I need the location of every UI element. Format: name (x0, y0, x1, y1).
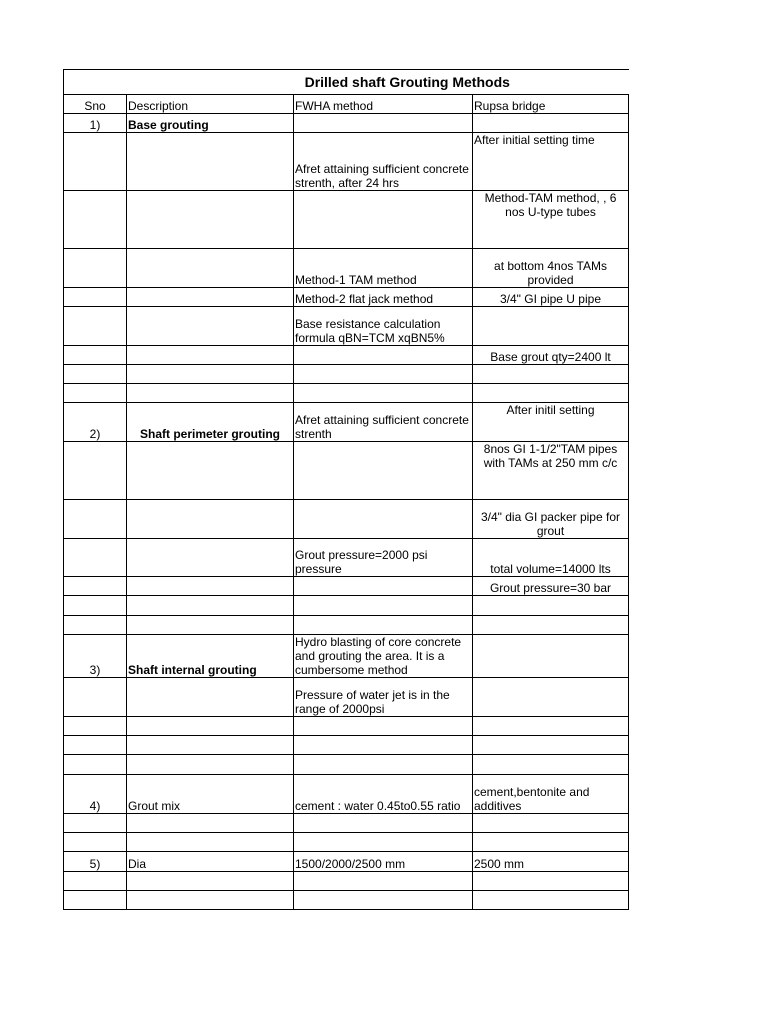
fwha-method-cell: Grout pressure=2000 psi pressure (294, 539, 473, 577)
sno-cell (64, 717, 127, 736)
table-row (64, 775, 629, 814)
fwha-method-cell: Base resistance calculation formula qBN=TCM xqBN5% (294, 307, 473, 346)
sno-cell (64, 755, 127, 775)
table-row (64, 384, 629, 403)
rupsa-bridge-cell: Method-TAM method, , 6 nos U-type tubes (473, 191, 629, 249)
header-rupsa-bridge: Rupsa bridge (473, 95, 629, 114)
rupsa-bridge-cell (473, 616, 629, 635)
fwha-method-cell (294, 736, 473, 755)
sno-cell (64, 288, 127, 307)
sno-cell (64, 596, 127, 616)
table-row (64, 114, 629, 133)
header-row (64, 95, 629, 114)
sno-cell: 2) (64, 403, 127, 442)
description-cell: Shaft perimeter grouting (127, 403, 294, 442)
fwha-method-cell (294, 814, 473, 833)
description-cell: Dia (127, 852, 294, 872)
table-row (64, 133, 629, 191)
fwha-method-cell (294, 891, 473, 910)
table-row (64, 678, 629, 717)
rupsa-bridge-cell: After initil setting (473, 403, 629, 442)
sno-cell: 3) (64, 635, 127, 678)
sno-cell (64, 346, 127, 365)
description-cell (127, 736, 294, 755)
fwha-method-cell (294, 114, 473, 133)
header-sno: Sno (64, 95, 127, 114)
table-row (64, 852, 629, 872)
description-cell (127, 307, 294, 346)
rupsa-bridge-cell: cement,bentonite and additives (473, 775, 629, 814)
table-row (64, 346, 629, 365)
fwha-method-cell (294, 442, 473, 500)
table-row (64, 736, 629, 755)
rupsa-bridge-cell (473, 755, 629, 775)
title-row (64, 70, 629, 95)
description-cell (127, 891, 294, 910)
sno-cell (64, 678, 127, 717)
table-row (64, 191, 629, 249)
fwha-method-cell: Method-1 TAM method (294, 249, 473, 288)
fwha-method-cell (294, 365, 473, 384)
fwha-method-cell (294, 833, 473, 852)
description-cell (127, 678, 294, 717)
header-description: Description (127, 95, 294, 114)
table-row (64, 872, 629, 891)
fwha-method-cell: cement : water 0.45to0.55 ratio (294, 775, 473, 814)
table-row (64, 814, 629, 833)
table-row (64, 403, 629, 442)
fwha-method-cell (294, 500, 473, 539)
sno-cell (64, 307, 127, 346)
description-cell (127, 288, 294, 307)
fwha-method-cell (294, 596, 473, 616)
description-cell (127, 616, 294, 635)
sno-cell: 4) (64, 775, 127, 814)
table-row (64, 307, 629, 346)
rupsa-bridge-cell (473, 814, 629, 833)
description-cell (127, 500, 294, 539)
rupsa-bridge-cell (473, 736, 629, 755)
description-cell (127, 596, 294, 616)
description-cell (127, 191, 294, 249)
fwha-method-cell: Pressure of water jet is in the range of 2000psi (294, 678, 473, 717)
description-cell (127, 442, 294, 500)
description-cell (127, 717, 294, 736)
rupsa-bridge-cell: total volume=14000 lts (473, 539, 629, 577)
sno-cell (64, 191, 127, 249)
rupsa-bridge-cell: 3/4" dia GI packer pipe for grout (473, 500, 629, 539)
rupsa-bridge-cell (473, 678, 629, 717)
table-title: Drilled shaft Grouting Methods (64, 70, 629, 95)
sno-cell (64, 500, 127, 539)
table-row (64, 577, 629, 596)
fwha-method-cell (294, 717, 473, 736)
fwha-method-cell (294, 872, 473, 891)
sno-cell (64, 833, 127, 852)
description-cell (127, 539, 294, 577)
sno-cell (64, 249, 127, 288)
sno-cell (64, 616, 127, 635)
table-row (64, 635, 629, 678)
rupsa-bridge-cell: After initial setting time (473, 133, 629, 191)
rupsa-bridge-cell (473, 365, 629, 384)
fwha-method-cell: Afret attaining sufficient concrete strenth, after 24 hrs (294, 133, 473, 191)
rupsa-bridge-cell (473, 114, 629, 133)
description-cell (127, 365, 294, 384)
sno-cell (64, 442, 127, 500)
rupsa-bridge-cell (473, 891, 629, 910)
description-cell (127, 833, 294, 852)
description-cell (127, 249, 294, 288)
table-row (64, 500, 629, 539)
fwha-method-cell (294, 755, 473, 775)
rupsa-bridge-cell: 3/4" GI pipe U pipe (473, 288, 629, 307)
fwha-method-cell (294, 577, 473, 596)
rupsa-bridge-cell (473, 635, 629, 678)
rupsa-bridge-cell: at bottom 4nos TAMs provided (473, 249, 629, 288)
table-row (64, 596, 629, 616)
description-cell: Grout mix (127, 775, 294, 814)
sno-cell: 5) (64, 852, 127, 872)
fwha-method-cell: Hydro blasting of core concrete and grouting the area. It is a cumbersome method (294, 635, 473, 678)
rupsa-bridge-cell (473, 307, 629, 346)
rupsa-bridge-cell: 2500 mm (473, 852, 629, 872)
sno-cell: 1) (64, 114, 127, 133)
rupsa-bridge-cell (473, 596, 629, 616)
rupsa-bridge-cell: Base grout qty=2400 lt (473, 346, 629, 365)
description-cell (127, 384, 294, 403)
fwha-method-cell (294, 384, 473, 403)
header-fwha-method: FWHA method (294, 95, 473, 114)
table-row (64, 365, 629, 384)
table-row (64, 717, 629, 736)
description-cell (127, 872, 294, 891)
table-row (64, 442, 629, 500)
fwha-method-cell: Afret attaining sufficient concrete strenth (294, 403, 473, 442)
description-cell (127, 755, 294, 775)
table-row (64, 288, 629, 307)
table-row (64, 833, 629, 852)
fwha-method-cell (294, 616, 473, 635)
sno-cell (64, 814, 127, 833)
table-row (64, 249, 629, 288)
description-cell (127, 346, 294, 365)
rupsa-bridge-cell: 8nos GI 1-1/2"TAM pipes with TAMs at 250 mm c/c (473, 442, 629, 500)
description-cell (127, 133, 294, 191)
rupsa-bridge-cell (473, 833, 629, 852)
sno-cell (64, 891, 127, 910)
sno-cell (64, 872, 127, 891)
description-cell (127, 577, 294, 596)
table-row (64, 616, 629, 635)
rupsa-bridge-cell (473, 717, 629, 736)
fwha-method-cell (294, 191, 473, 249)
grouting-methods-table (63, 69, 629, 910)
sno-cell (64, 365, 127, 384)
rupsa-bridge-cell: Grout pressure=30 bar (473, 577, 629, 596)
sno-cell (64, 577, 127, 596)
sno-cell (64, 736, 127, 755)
table-row (64, 891, 629, 910)
sno-cell (64, 384, 127, 403)
fwha-method-cell (294, 346, 473, 365)
table-row (64, 539, 629, 577)
description-cell: Base grouting (127, 114, 294, 133)
description-cell: Shaft internal grouting (127, 635, 294, 678)
description-cell (127, 814, 294, 833)
rupsa-bridge-cell (473, 384, 629, 403)
fwha-method-cell: Method-2 flat jack method (294, 288, 473, 307)
fwha-method-cell: 1500/2000/2500 mm (294, 852, 473, 872)
sno-cell (64, 133, 127, 191)
table-row (64, 755, 629, 775)
rupsa-bridge-cell (473, 872, 629, 891)
sno-cell (64, 539, 127, 577)
